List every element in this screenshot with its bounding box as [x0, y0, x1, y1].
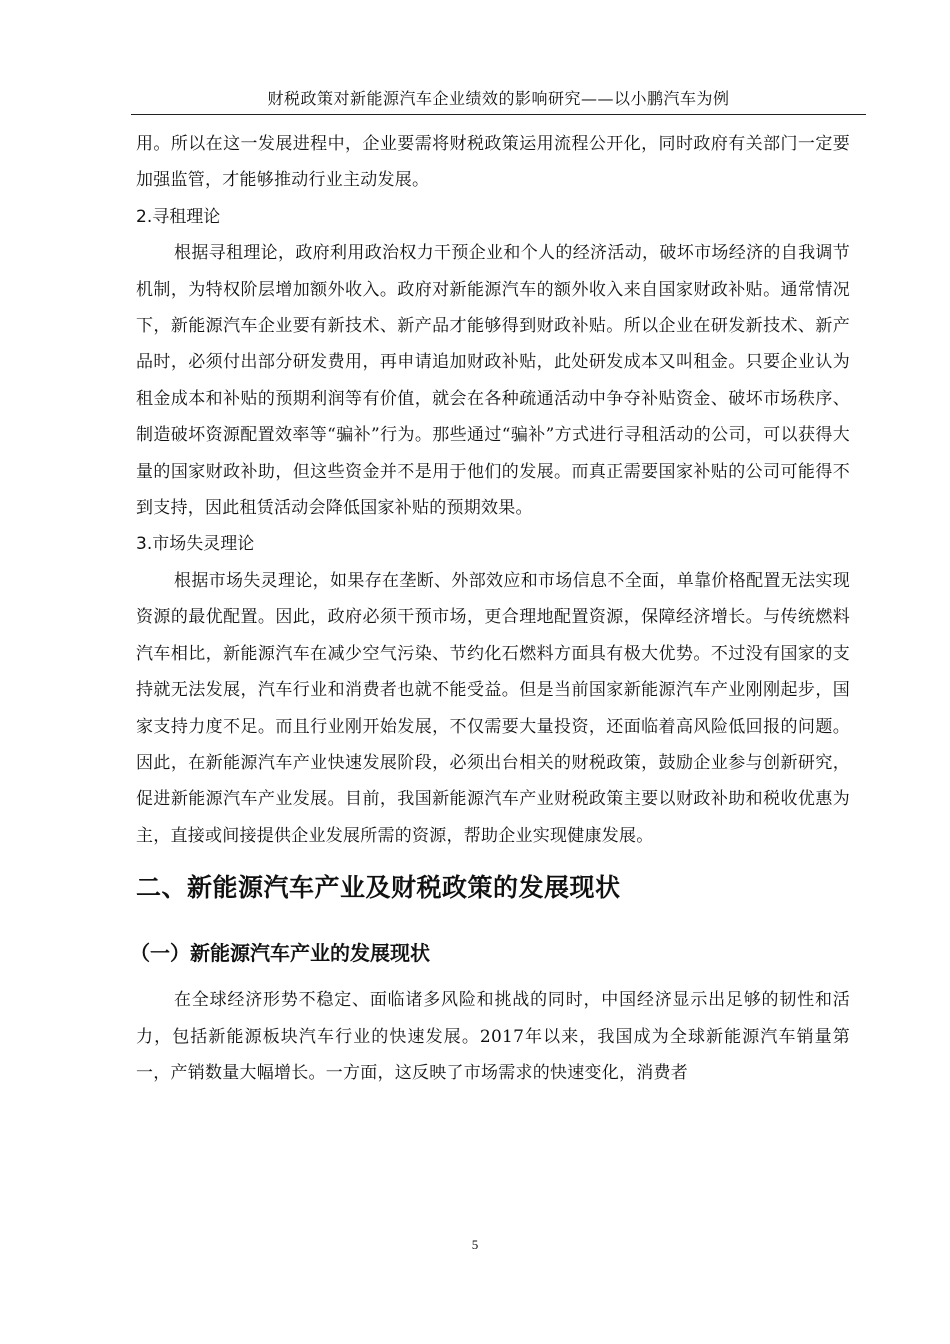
paragraph-market-failure: 根据市场失灵理论，如果存在垄断、外部效应和市场信息不全面，单靠价格配置无法实现资源的最优配置。因此，政府必须干预市场，更合理地配置资源，保障经济增长。与传统燃料汽车相比，新能源汽车在减少空气污染、节约化石燃料方面具有极大优势。不过没有国家的支持就无法发展，汽车行业和消费者也就不能受益。但是当前国家新能源汽车产业刚刚起步，国家支持力度不足。而且行业刚开始发展，不仅需要大量投资，还面临着高风险低回报的问题。因此，在新能源汽车产业快速发展阶段，必须出台相关的财税政策，鼓励企业参与创新研究，促进新能源汽车产业发展。目前，我国新能源汽车产业财税政策主要以财政补助和税收优惠为主，直接或间接提供企业发展所需的资源，帮助企业实现健康发展。	[136, 570, 850, 846]
chapter-heading: 二、新能源汽车产业及财税政策的发展现状	[136, 873, 621, 903]
section-heading-rent-seeking: 2.寻租理论	[136, 206, 221, 227]
subsection-heading: （一）新能源汽车产业的发展现状	[130, 941, 430, 966]
paragraph-industry-status: 在全球经济形势不稳定、面临诸多风险和挑战的同时，中国经济显示出足够的韧性和活力，包括新能源板块汽车行业的快速发展。2017年以来，我国成为全球新能源汽车销量第一，产销数量大幅增长。一方面，这反映了市场需求的快速变化，消费者	[136, 990, 850, 1083]
section-heading-market-failure: 3.市场失灵理论	[136, 534, 255, 555]
header-rule	[131, 114, 866, 115]
page-number: 5	[471, 1237, 479, 1252]
running-header: 财税政策对新能源汽车企业绩效的影响研究——以小鹏汽车为例	[267, 89, 730, 108]
continued-paragraph: 用。所以在这一发展进程中，企业要需将财税政策运用流程公开化，同时政府有关部门一定要加强监管，才能够推动行业主动发展。	[136, 134, 850, 191]
page-body	[130, 126, 850, 1091]
paragraph-rent-seeking: 根据寻租理论，政府利用政治权力干预企业和个人的经济活动，破坏市场经济的自我调节机制，为特权阶层增加额外收入。政府对新能源汽车的额外收入来自国家财政补贴。通常情况下，新能源汽车企业要有新技术、新产品才能够得到财政补贴。所以企业在研发新技术、新产品时，必须付出部分研发费用，再申请追加财政补贴，此处研发成本又叫租金。只要企业认为租金成本和补贴的预期利润等有价值，就会在各种疏通活动中争夺补贴资金、破坏市场秩序、制造破坏资源配置效率等“骗补”行为。那些通过“骗补”方式进行寻租活动的公司，可以获得大量的国家财政补助，但这些资金并不是用于他们的发展。而真正需要国家补贴的公司可能得不到支持，因此租赁活动会降低国家补贴的预期效果。	[136, 243, 850, 519]
